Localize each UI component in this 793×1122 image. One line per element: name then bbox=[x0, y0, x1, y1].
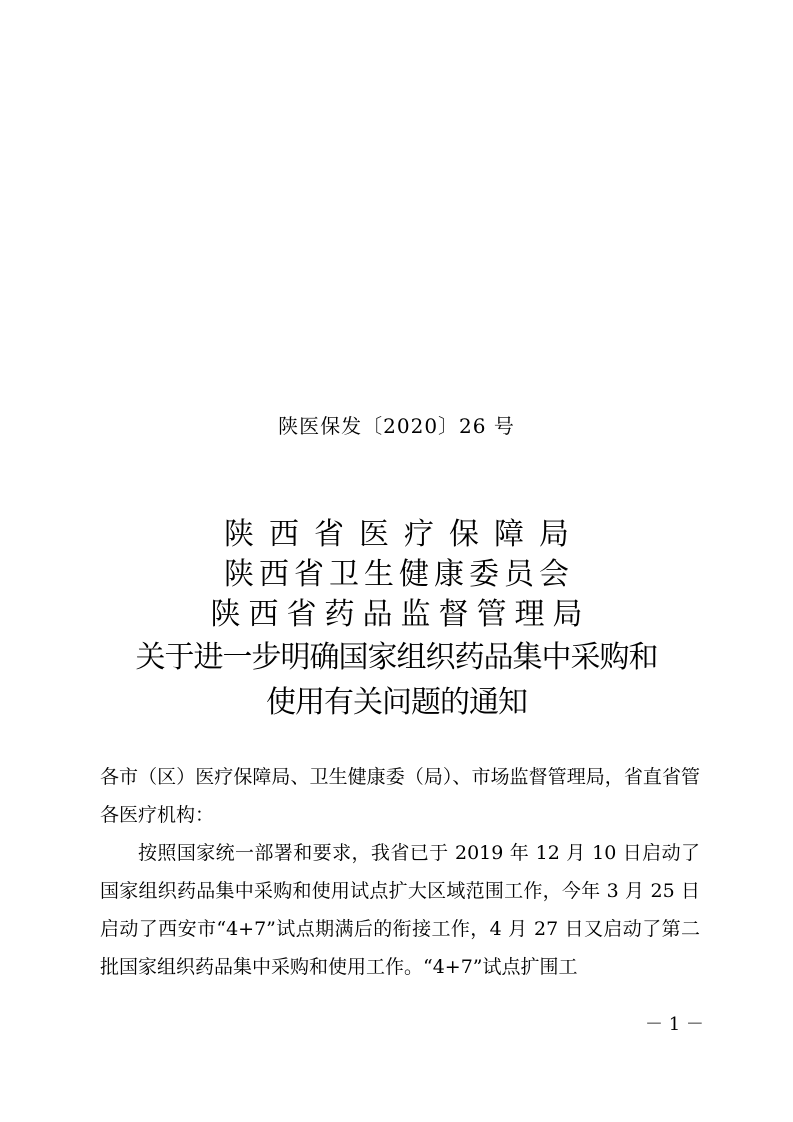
document-number: 陕医保发〔2020〕26 号 bbox=[278, 414, 515, 438]
issuer-health-commission: 陕西省卫生健康委员会 bbox=[224, 557, 574, 592]
body-paragraph: 按照国家统一部署和要求，我省已于 2019 年 12 月 10 日启动了国家组织药品集中采购和使用试点扩大区域范围工作，今年 3 月 25 日启动了西安市“4+7”试点期满后的衔接工作，4 月 27 日又启动了第二批国家组织药品集中采购和使用工作。“4+7”试点扩围工 bbox=[100, 842, 700, 978]
salutation: 各市（区）医疗保障局、卫生健康委（局）、市场监督管理局，省直省管各医疗机构： bbox=[100, 766, 700, 826]
issuer-drug-administration: 陕西省药品监督管理局 bbox=[210, 597, 591, 632]
title-block bbox=[0, 515, 793, 725]
issuer-medical-security-bureau: 陕西省医疗保障局 bbox=[224, 517, 584, 552]
subject-line-1: 关于进一步明确国家组织药品集中采购和 bbox=[135, 640, 658, 675]
body-text bbox=[100, 758, 700, 986]
subject-line-2: 使用有关问题的通知 bbox=[266, 685, 527, 720]
page-number: － 1 － bbox=[645, 1014, 704, 1035]
